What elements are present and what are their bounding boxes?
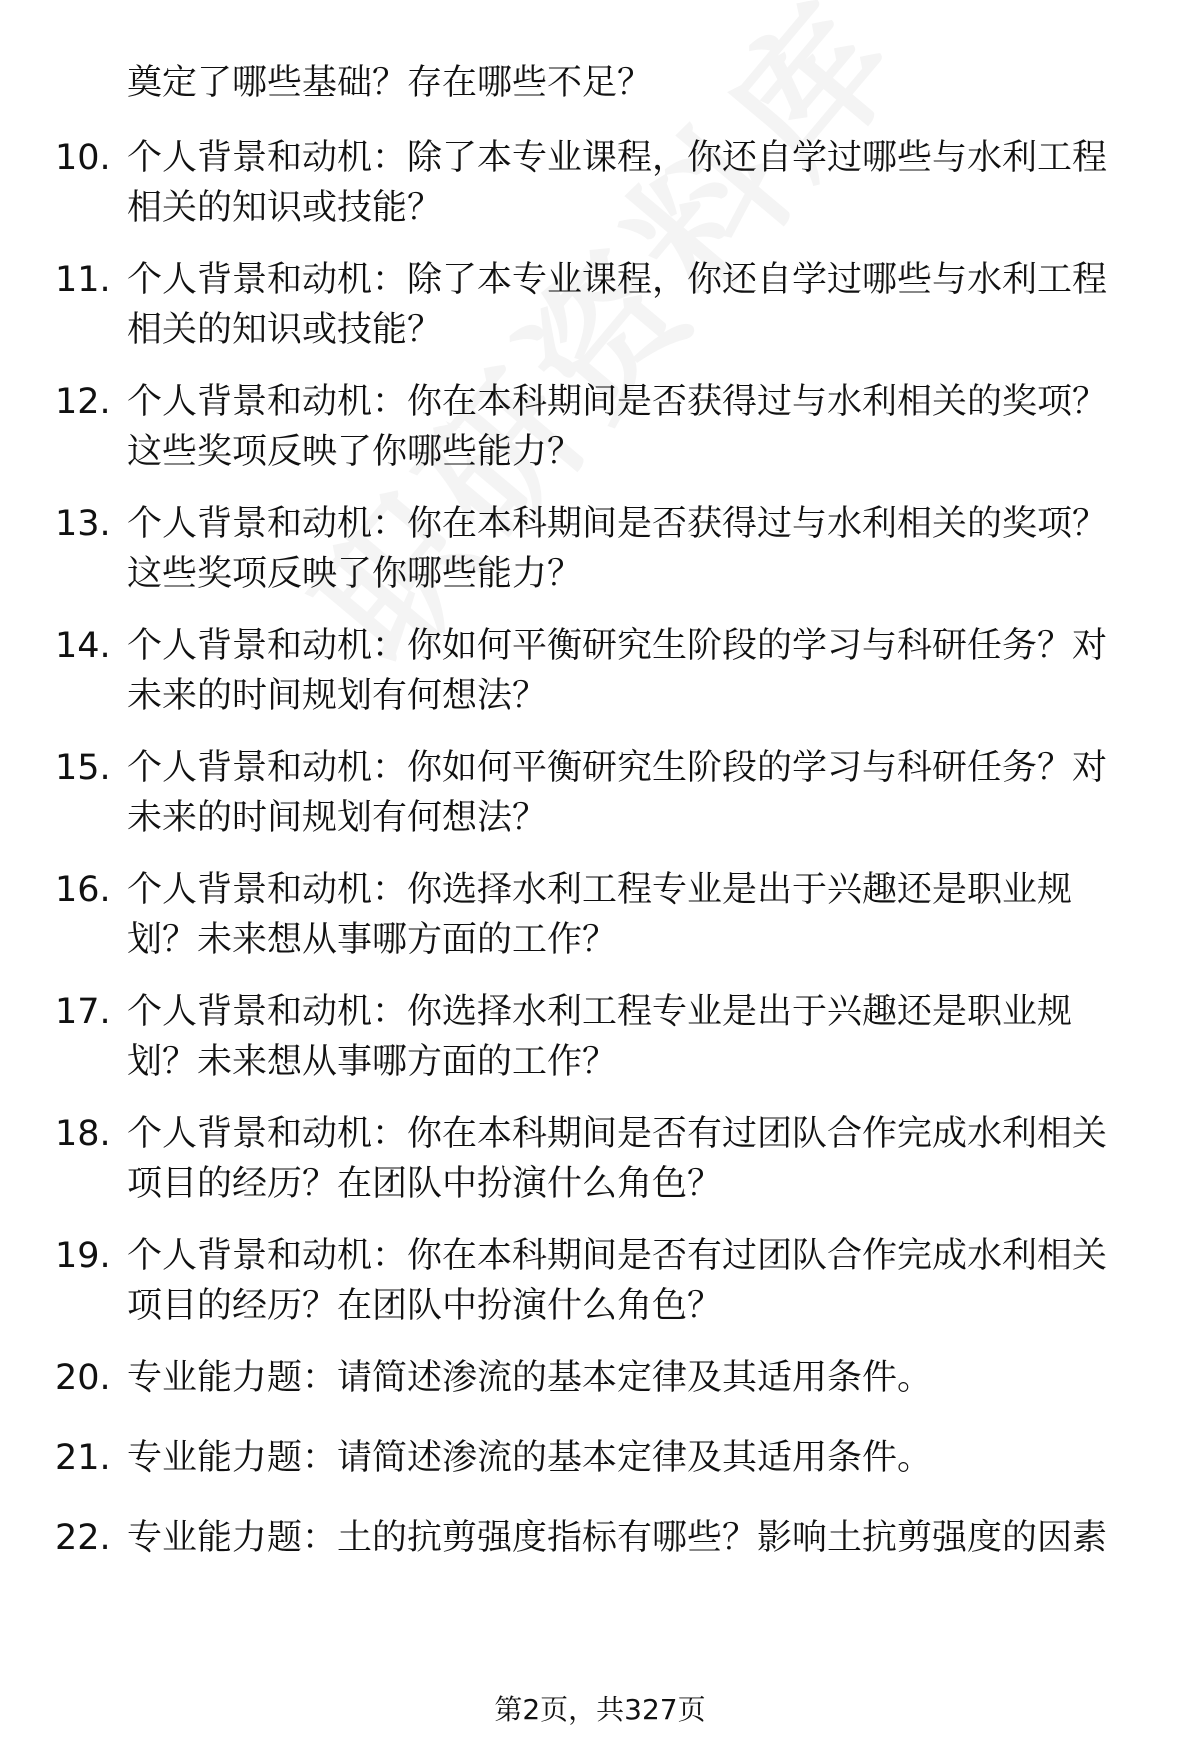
question-text (127, 1353, 1147, 1403)
question-number: 15. (55, 748, 111, 788)
question-line: 个人背景和动机：你在本科期间是否获得过与水利相关的奖项？ (127, 504, 1108, 544)
question-line: 个人背景和动机：你选择水利工程专业是出于兴趣还是职业规 (127, 870, 1073, 910)
question-number: 14. (55, 626, 111, 666)
question-line: 个人背景和动机：除了本专业课程，你还自学过哪些与水利工程 (127, 260, 1108, 300)
question-text (127, 743, 1147, 843)
question-number: 13. (55, 504, 111, 544)
question-text (127, 1513, 1147, 1563)
question-line: 相关的知识或技能？ (127, 188, 443, 228)
question-line: 未来的时间规划有何想法？ (127, 798, 548, 838)
question-line: 相关的知识或技能？ (127, 310, 443, 350)
question-number: 18. (55, 1114, 111, 1154)
question-number: 19. (55, 1236, 111, 1276)
question-line: 个人背景和动机：你如何平衡研究生阶段的学习与科研任务？对 (127, 748, 1108, 788)
question-line: 这些奖项反映了你哪些能力？ (127, 554, 583, 594)
question-text (127, 1433, 1147, 1483)
question-text (127, 987, 1147, 1087)
page-footer: 第2页，共327页 (494, 1693, 706, 1726)
question-line: 划？未来想从事哪方面的工作？ (127, 1042, 618, 1082)
question-text (127, 255, 1147, 355)
question-text (127, 1109, 1147, 1209)
question-text (127, 377, 1147, 477)
continuation-line: 奠定了哪些基础？存在哪些不足？ (127, 63, 653, 103)
question-text (127, 1231, 1147, 1331)
question-line: 专业能力题：土的抗剪强度指标有哪些？影响土抗剪强度的因素 (127, 1518, 1108, 1558)
question-text (127, 621, 1147, 721)
question-number: 20. (55, 1358, 111, 1398)
question-line: 个人背景和动机：你选择水利工程专业是出于兴趣还是职业规 (127, 992, 1073, 1032)
question-line: 个人背景和动机：你在本科期间是否有过团队合作完成水利相关 (127, 1114, 1108, 1154)
question-number: 17. (55, 992, 111, 1032)
question-number: 21. (55, 1438, 111, 1478)
question-line: 专业能力题：请简述渗流的基本定律及其适用条件。 (127, 1358, 933, 1398)
question-line: 个人背景和动机：除了本专业课程，你还自学过哪些与水利工程 (127, 138, 1108, 178)
question-line: 个人背景和动机：你在本科期间是否获得过与水利相关的奖项？ (127, 382, 1108, 422)
question-line: 项目的经历？在团队中扮演什么角色？ (127, 1286, 723, 1326)
question-line: 个人背景和动机：你如何平衡研究生阶段的学习与科研任务？对 (127, 626, 1108, 666)
question-line: 划？未来想从事哪方面的工作？ (127, 920, 618, 960)
question-line: 未来的时间规划有何想法？ (127, 676, 548, 716)
question-text (127, 499, 1147, 599)
question-line: 专业能力题：请简述渗流的基本定律及其适用条件。 (127, 1438, 933, 1478)
question-line: 个人背景和动机：你在本科期间是否有过团队合作完成水利相关 (127, 1236, 1108, 1276)
question-number: 16. (55, 870, 111, 910)
question-text (127, 133, 1147, 233)
question-number: 12. (55, 382, 111, 422)
question-number: 10. (55, 138, 111, 178)
question-text (127, 865, 1147, 965)
question-number: 22. (55, 1518, 111, 1558)
question-line: 项目的经历？在团队中扮演什么角色？ (127, 1164, 723, 1204)
question-line: 这些奖项反映了你哪些能力？ (127, 432, 583, 472)
question-number: 11. (55, 260, 111, 300)
